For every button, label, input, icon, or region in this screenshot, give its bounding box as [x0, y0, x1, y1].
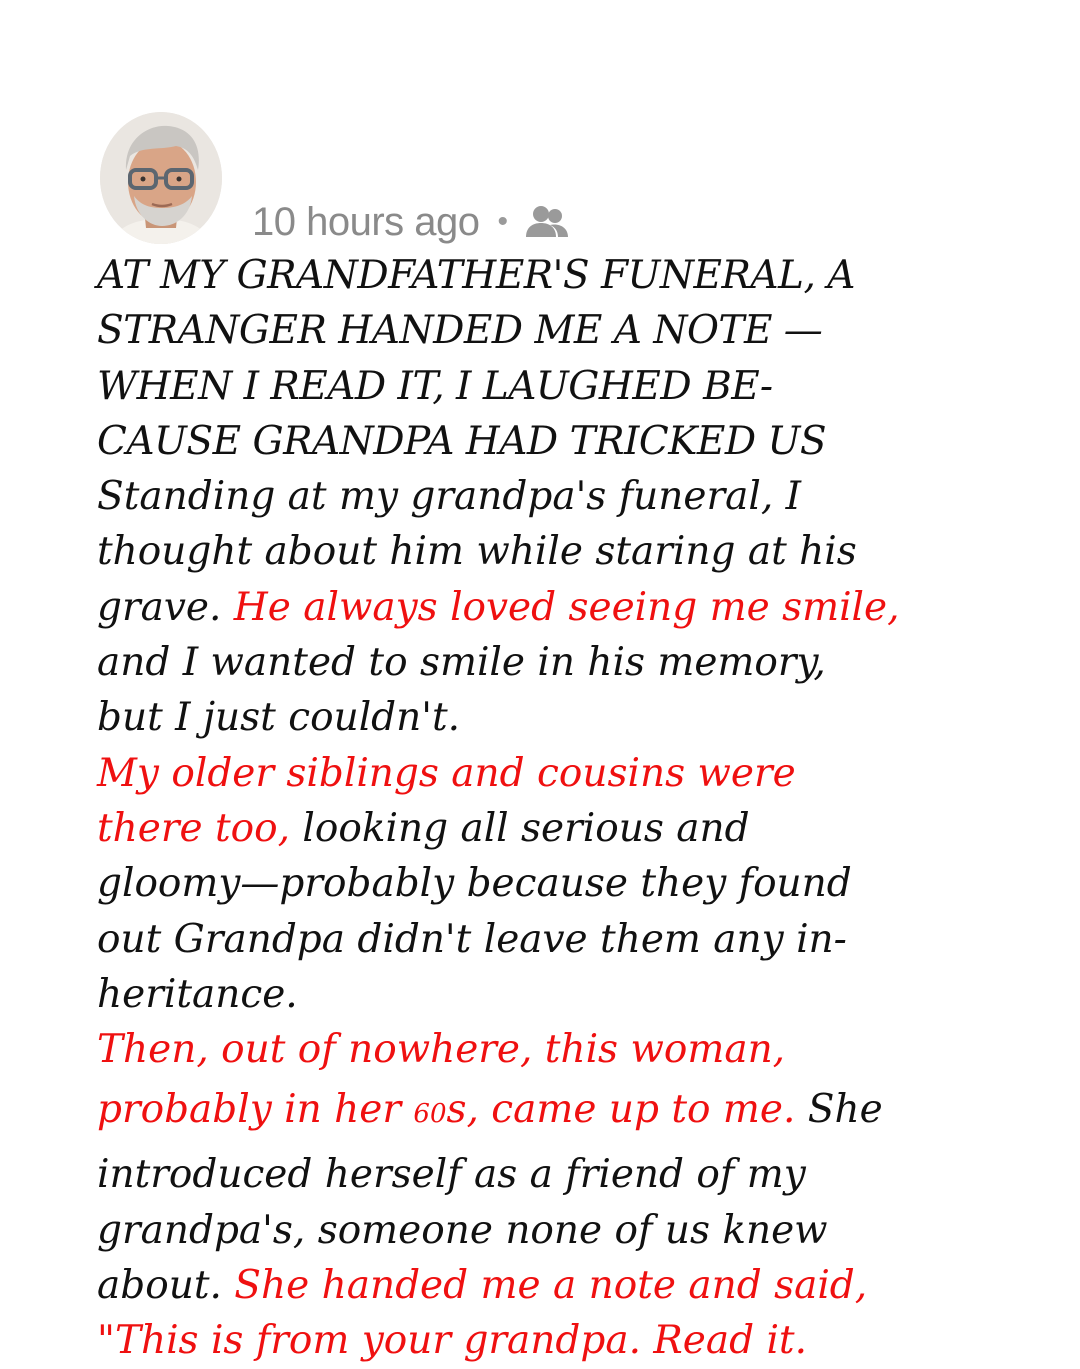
story-text: and I wanted to smile in his memory,: [97, 640, 826, 686]
story-text: She: [795, 1087, 883, 1133]
people-icon[interactable]: [524, 203, 570, 241]
story-paragraph-1: [97, 469, 997, 745]
title-line: STRANGER HANDED ME A NOTE —: [97, 308, 823, 354]
story-paragraph-2: [97, 746, 997, 1022]
story-text: looking all serious and: [290, 805, 750, 851]
avatar-image: [100, 112, 222, 244]
story-text: thought about him while staring at his: [97, 529, 857, 575]
highlighted-text: Then, out of nowhere, this woman,: [97, 1027, 786, 1073]
post-meta: [252, 198, 570, 246]
story-text: about.: [97, 1263, 235, 1309]
story-line: [97, 1077, 883, 1147]
highlighted-text: "This is from your grandpa. Read it.: [97, 1318, 807, 1364]
avatar[interactable]: [100, 112, 222, 244]
highlighted-text: She handed me a note and said,: [234, 1263, 868, 1309]
highlighted-text: probably in her: [97, 1087, 414, 1133]
story-title: [97, 248, 997, 469]
title-line: AT MY GRANDFATHER'S FUNERAL, A: [97, 253, 855, 298]
story-text: grandpa's, someone none of us knew: [97, 1207, 828, 1253]
story-text: out Grandpa didn't leave them any in-: [97, 916, 847, 962]
story-text: gloomy—probably because they found: [97, 861, 852, 907]
highlighted-text: My older siblings and cousins were: [97, 750, 796, 796]
story-text: heritance.: [97, 971, 298, 1017]
highlighted-text: s, came up to me.: [446, 1087, 796, 1133]
story-text: introduced herself as a friend of my: [97, 1152, 806, 1198]
highlighted-number: 60: [413, 1099, 447, 1130]
title-line: CAUSE GRANDPA HAD TRICKED US: [97, 418, 827, 464]
story-text: grave.: [97, 584, 234, 630]
story-paragraph-3: [97, 1022, 997, 1368]
title-line: WHEN I READ IT, I LAUGHED BE-: [97, 363, 773, 409]
meta-separator: •: [497, 205, 508, 238]
post-timestamp[interactable]: 10 hours ago: [252, 199, 480, 244]
story-body: [97, 248, 997, 1369]
highlighted-text: there too,: [97, 805, 291, 851]
highlighted-text: He always loved seeing me smile,: [233, 584, 900, 630]
story-text: Standing at my grandpa's funeral, I: [97, 474, 802, 520]
post-header: [100, 112, 1000, 252]
story-text: but I just couldn't.: [97, 695, 461, 741]
